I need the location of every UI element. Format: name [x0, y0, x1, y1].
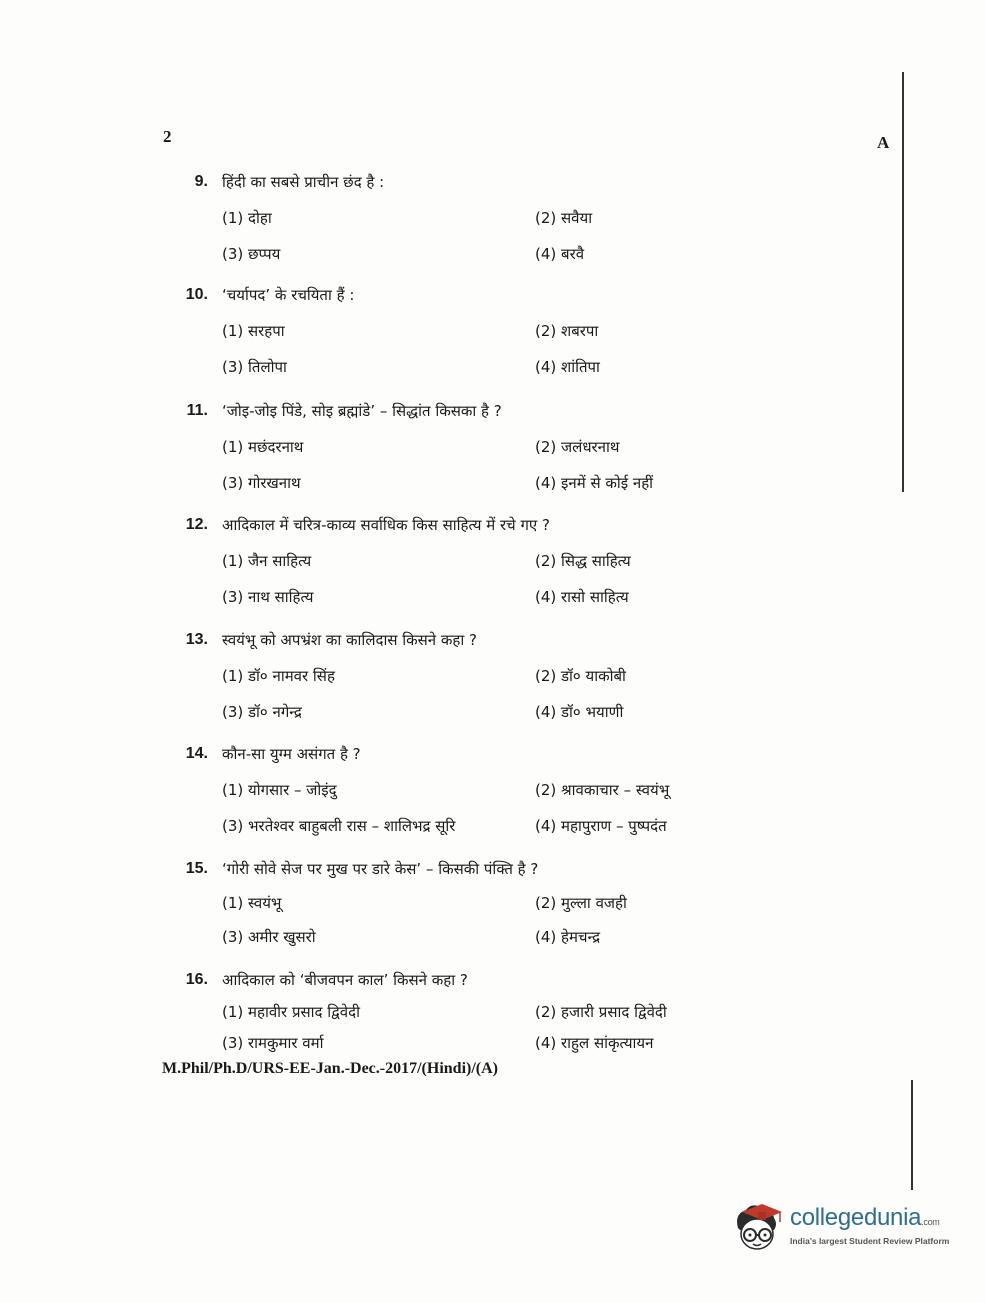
question-text: हिंदी का सबसे प्राचीन छंद है : [222, 173, 385, 191]
page-number: 2 [163, 127, 172, 146]
collegedunia-watermark [728, 1198, 958, 1258]
question-text: ‘गोरी सोवे सेज पर मुख पर डारे केस’ – किसकी पंक्ति है ? [222, 860, 539, 878]
question-number: 14. [185, 745, 208, 762]
question-number: 10. [185, 286, 208, 303]
question-text: ‘चर्यापद’ के रचयिता हैं : [222, 286, 355, 304]
option-4: (4) राहुल सांकृत्यायन [535, 1034, 654, 1052]
question-12 [0, 514, 985, 626]
question-number: 13. [185, 631, 208, 648]
option-1: (1) स्वयंभू [222, 894, 282, 912]
question-text: ‘जोइ-जोइ पिंडे, सोइ ब्रह्मांडे’ – सिद्धांत किसका है ? [222, 402, 502, 420]
option-3: (3) अमीर खुसरो [222, 928, 316, 946]
option-3: (3) डॉ० नगेन्द्र [222, 703, 302, 721]
question-10 [0, 284, 985, 396]
question-number: 12. [185, 516, 208, 533]
option-2: (2) जलंधरनाथ [535, 438, 620, 456]
option-1: (1) महावीर प्रसाद द्विवेदी [222, 1003, 360, 1021]
question-text: कौन-सा युग्म असंगत है ? [222, 745, 361, 763]
question-number: 15. [185, 860, 208, 877]
option-4: (4) महापुराण – पुष्पदंत [535, 817, 667, 835]
option-1: (1) मछंदरनाथ [222, 438, 304, 456]
option-2: (2) शबरपा [535, 322, 599, 340]
question-number: 11. [186, 402, 208, 419]
scan-edge-line-lower [911, 1080, 913, 1190]
option-1: (1) योगसार – जोइंदु [222, 781, 337, 799]
set-code: A [877, 133, 890, 152]
option-4: (4) शांतिपा [535, 358, 600, 376]
option-1: (1) डॉ० नामवर सिंह [222, 667, 335, 685]
question-number: 9. [194, 173, 208, 190]
option-3: (3) गोरखनाथ [222, 474, 301, 492]
option-2: (2) सवैया [535, 209, 593, 227]
question-14 [0, 743, 985, 855]
option-2: (2) हजारी प्रसाद द्विवेदी [535, 1003, 667, 1021]
question-9 [0, 171, 985, 283]
option-1: (1) दोहा [222, 209, 272, 227]
option-2: (2) सिद्ध साहित्य [535, 552, 631, 570]
option-3: (3) तिलोपा [222, 358, 287, 376]
option-3: (3) रामकुमार वर्मा [222, 1034, 324, 1052]
option-2: (2) मुल्ला वजही [535, 894, 627, 912]
question-text: आदिकाल में चरित्र-काव्य सर्वाधिक किस साहित्य में रचे गए ? [222, 516, 550, 534]
option-4: (4) बरवै [535, 245, 585, 263]
question-number: 16. [185, 971, 208, 988]
option-2: (2) श्रावकाचार – स्वयंभू [535, 781, 670, 799]
option-4: (4) इनमें से कोई नहीं [535, 474, 654, 492]
question-15 [0, 858, 985, 970]
watermark-tagline: India's largest Student Review Platform [790, 1236, 950, 1246]
option-4: (4) हेमचन्द्र [535, 928, 601, 946]
question-text: स्वयंभू को अपभ्रंश का कालिदास किसने कहा ? [222, 631, 477, 649]
watermark-brand-name: collegedunia.com [790, 1204, 940, 1231]
watermark-domain-suffix: .com [921, 1217, 940, 1227]
option-1: (1) सरहपा [222, 322, 285, 340]
option-3: (3) भरतेश्वर बाहुबली रास – शालिभद्र सूरि [222, 817, 456, 835]
option-1: (1) जैन साहित्य [222, 552, 312, 570]
question-13 [0, 629, 985, 741]
option-4: (4) डॉ० भयाणी [535, 703, 624, 721]
option-3: (3) नाथ साहित्य [222, 588, 314, 606]
question-11 [0, 400, 985, 512]
option-2: (2) डॉ० याकोबी [535, 667, 626, 685]
option-3: (3) छप्पय [222, 245, 281, 263]
option-4: (4) रासो साहित्य [535, 588, 629, 606]
paper-code-footer: M.Phil/Ph.D/URS-EE-Jan.-Dec.-2017/(Hindi)/(A) [162, 1060, 498, 1077]
question-text: आदिकाल को ‘बीजवपन काल’ किसने कहा ? [222, 971, 468, 989]
student-mascot-icon [728, 1198, 786, 1256]
